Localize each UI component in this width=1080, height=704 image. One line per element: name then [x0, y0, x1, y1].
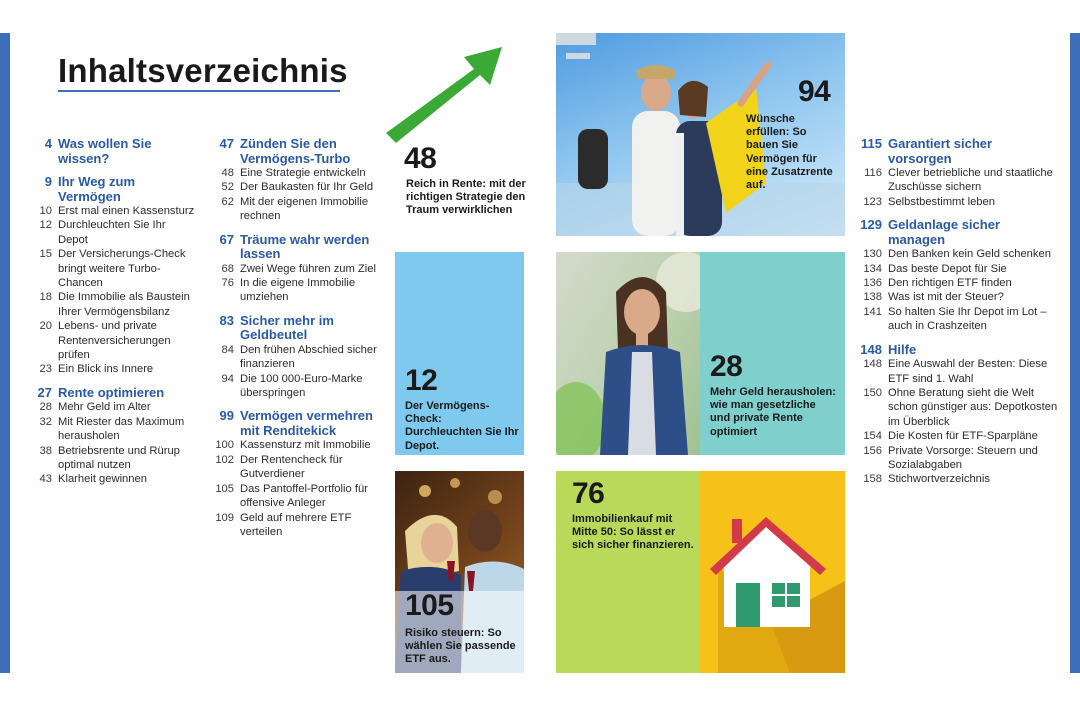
- toc-section-title: Hilfe: [888, 341, 917, 357]
- toc-entry-title: Den frühen Abschied sicher finanzieren: [240, 343, 377, 371]
- toc-entry-page: 154: [863, 430, 882, 443]
- toc-entry[interactable]: [858, 195, 1058, 209]
- toc-entry-title: Durchleuchten Sie Ihr Depot: [58, 219, 166, 246]
- toc-section: [858, 343, 1058, 487]
- toc-entry[interactable]: [210, 262, 380, 276]
- toc-entry[interactable]: [858, 247, 1058, 261]
- toc-entry-page: 62: [221, 195, 234, 208]
- page-title: Inhaltsverzeichnis: [58, 52, 348, 89]
- toc-section-page: 99: [219, 408, 234, 424]
- toc-entry-title: Die 100 000-Euro-Marke überspringen: [240, 372, 363, 400]
- toc-entry[interactable]: [858, 276, 1058, 290]
- toc-section-page: 129: [860, 217, 882, 233]
- toc-entry[interactable]: [858, 166, 1058, 195]
- toc-entry-title: Ohne Beratung sieht die Welt schon günstiger aus: Depotkosten im Überblick: [888, 386, 1058, 428]
- toc-entry[interactable]: [858, 386, 1058, 429]
- tile-105-photo[interactable]: [395, 471, 524, 673]
- toc-entry-page: 134: [863, 262, 882, 275]
- toc-entry-page: 15: [39, 248, 52, 261]
- toc-entry-page: 20: [39, 320, 52, 333]
- toc-entry-title: Mehr Geld im Alter: [58, 401, 151, 414]
- toc-entry-title: Klarheit gewinnen: [58, 473, 147, 486]
- tile-94-photo[interactable]: [556, 33, 845, 236]
- toc-entry-page: 84: [221, 343, 234, 356]
- toc-section-heading[interactable]: [858, 137, 1058, 166]
- toc-entry[interactable]: [210, 438, 380, 452]
- toc-entry-title: Das Pantoffel-Portfolio für offensive Anleger: [240, 482, 368, 510]
- toc-entry[interactable]: [858, 262, 1058, 276]
- toc-entry-page: 48: [221, 167, 234, 179]
- toc-section-heading[interactable]: [28, 137, 198, 166]
- toc-entry-title: Stichwortverzeichnis: [888, 473, 990, 486]
- toc-entry[interactable]: [858, 305, 1058, 334]
- toc-section: [28, 137, 198, 166]
- toc-entry-title: Betriebsrente und Rürup optimal nutzen: [58, 444, 180, 471]
- trend-up-arrow-icon: [380, 45, 510, 145]
- toc-entry-page: 12: [39, 219, 52, 232]
- woman-portrait-photo: [556, 252, 702, 455]
- toc-entry-page: 38: [39, 444, 52, 457]
- title-underline: [58, 90, 340, 92]
- toc-entry-title: Den richtigen ETF finden: [888, 277, 1012, 290]
- toc-entry-page: 105: [215, 482, 234, 495]
- tile-105-text: Risiko steuern: So wählen Sie passende ETF aus.: [405, 627, 516, 666]
- tile-76[interactable]: [556, 471, 702, 673]
- toc-section-title: Träume wahr werden lassen: [240, 231, 370, 262]
- toc-entry-page: 158: [863, 473, 882, 486]
- toc-section: [28, 386, 198, 487]
- toc-entry-page: 150: [863, 386, 882, 399]
- toc-entry-page: 141: [863, 305, 882, 318]
- toc-entry[interactable]: [210, 195, 380, 224]
- toc-entry-title: Private Vorsorge: Steuern und Sozialabgaben: [888, 444, 1038, 471]
- toc-section-title: Was wollen Sie wissen?: [58, 136, 152, 166]
- toc-entry-page: 123: [863, 195, 882, 208]
- tile-76-number: 76: [572, 477, 605, 510]
- toc-entry-page: 10: [39, 205, 52, 217]
- toc-entry-page: 156: [863, 444, 882, 457]
- toc-section-title: Rente optimieren: [58, 384, 165, 400]
- tile-94-text: Wünsche erfüllen: So bauen Sie Vermögen für eine Zusatzrente auf.: [746, 113, 833, 192]
- toc-entry-title: Den Banken kein Geld schenken: [888, 248, 1051, 261]
- tile-12[interactable]: [395, 252, 524, 455]
- toc-section-page: 47: [219, 136, 234, 151]
- toc-entry-page: 28: [39, 401, 52, 414]
- toc-entry-title: Zwei Wege führen zum Ziel: [240, 262, 376, 275]
- toc-entry[interactable]: [28, 218, 198, 247]
- toc-entry[interactable]: [28, 319, 198, 362]
- toc-section-page: 67: [219, 231, 234, 247]
- toc-entry[interactable]: [858, 444, 1058, 473]
- toc-entry-page: 32: [39, 415, 52, 428]
- toc-entry-title: Clever betriebliche und staatliche Zuschüsse sichern: [888, 167, 1053, 194]
- toc-entry-page: 116: [864, 167, 882, 179]
- tile-28[interactable]: [700, 252, 845, 455]
- toc-section-title: Zünden Sie den Vermögens-Turbo: [240, 136, 351, 166]
- toc-entry-title: Kassensturz mit Immobilie: [240, 439, 371, 452]
- toc-entry-title: Geld auf mehrere ETF verteilen: [240, 511, 352, 538]
- toc-entry-title: Ein Blick ins Innere: [58, 363, 154, 376]
- tile-12-number: 12: [405, 364, 438, 397]
- tile-76-text: Immobilienkauf mit Mitte 50: So lässt er sich sicher finanzieren.: [572, 513, 694, 552]
- toc-section: [858, 137, 1058, 209]
- toc-entry-page: 23: [39, 363, 52, 376]
- toc-entry[interactable]: [210, 482, 380, 511]
- tile-12-text: Der Vermögens-Check: Durchleuchten Sie Ihr Depot.: [405, 400, 519, 452]
- toc-entry-page: 100: [215, 439, 234, 452]
- toc-section-page: 4: [44, 136, 52, 151]
- toc-section-heading[interactable]: [210, 409, 380, 438]
- toc-section-page: 27: [37, 384, 52, 400]
- toc-entry-page: 52: [221, 181, 234, 194]
- toc-section: [210, 314, 380, 401]
- toc-entry[interactable]: [28, 400, 198, 414]
- tile-94-number: 94: [798, 75, 831, 108]
- toc-entry[interactable]: [210, 343, 380, 372]
- toc-entry[interactable]: [858, 472, 1058, 486]
- toc-section-page: 115: [861, 136, 882, 151]
- toc-entry-title: Eine Strategie entwickeln: [240, 167, 366, 179]
- tile-48-text: Reich in Rente: mit der richtigen Strategie den Traum verwirklichen: [406, 178, 526, 217]
- toc-entry[interactable]: [210, 276, 380, 305]
- toc-entry-title: Die Kosten für ETF-Sparpläne: [888, 430, 1038, 443]
- toc-section-heading[interactable]: [28, 386, 198, 401]
- toc-section: [210, 233, 380, 305]
- toc-entry-page: 94: [221, 372, 234, 385]
- tile-28-number: 28: [710, 350, 743, 383]
- toc-section: [858, 218, 1058, 333]
- toc-entry-title: So halten Sie Ihr Depot im Lot – auch in Crashzeiten: [888, 305, 1047, 333]
- toc-entry-page: 148: [863, 358, 882, 371]
- toc-entry[interactable]: [858, 290, 1058, 304]
- toc-entry[interactable]: [858, 429, 1058, 443]
- toc-section-title: Ihr Weg zum Vermögen: [58, 174, 136, 204]
- toc-entry-title: In die eigene Immobilie umziehen: [240, 277, 356, 304]
- tile-28-text: Mehr Geld herausholen: wie man gesetzliche und private Rente optimiert: [710, 386, 836, 438]
- toc-entry[interactable]: [210, 453, 380, 482]
- toc-entry[interactable]: [28, 444, 198, 473]
- left-edge-bar: [0, 33, 10, 673]
- toc-entry-title: Erst mal einen Kassensturz: [58, 205, 195, 217]
- right-edge-bar: [1070, 33, 1080, 673]
- toc-entry-page: 68: [221, 262, 234, 275]
- toc-entry[interactable]: [210, 511, 380, 540]
- toc-entry-title: Was ist mit der Steuer?: [888, 291, 1004, 304]
- toc-entry-page: 109: [215, 511, 234, 524]
- toc-entry[interactable]: [28, 415, 198, 444]
- toc-entry[interactable]: [210, 166, 380, 180]
- toc-entry-title: Eine Auswahl der Besten: Diese ETF sind 1. Wahl: [888, 358, 1048, 385]
- toc-section-page: 83: [219, 312, 234, 328]
- toc-section-title: Sicher mehr im Geldbeutel: [240, 312, 334, 343]
- toc-entry-title: Mit der eigenen Immobilie rechnen: [240, 195, 369, 223]
- house-icon: [700, 471, 845, 673]
- toc-entry[interactable]: [210, 372, 380, 401]
- toc-entry-title: Der Rentencheck für Gutverdiener: [240, 453, 343, 481]
- toc-entry[interactable]: [28, 247, 198, 290]
- toc-entry[interactable]: [210, 180, 380, 194]
- toc-entry[interactable]: [858, 357, 1058, 386]
- toc-entry[interactable]: [28, 204, 198, 218]
- toc-entry[interactable]: [28, 290, 198, 319]
- toc-section: [210, 409, 380, 539]
- toc-entry-page: 130: [863, 248, 882, 261]
- house-tile: [700, 471, 845, 673]
- toc-entry-page: 76: [221, 277, 234, 290]
- toc-entry-title: Mit Riester das Maximum herausholen: [58, 415, 185, 443]
- toc-entry-title: Das beste Depot für Sie: [888, 262, 1007, 275]
- toc-entry[interactable]: [28, 362, 198, 376]
- toc-entry-title: Der Versicherungs-Check bringt weitere Turbo-Chancen: [58, 248, 186, 290]
- tile-48[interactable]: [398, 140, 528, 240]
- toc-column-2: [210, 137, 380, 548]
- toc-entry-title: Die Immobilie als Baustein Ihrer Vermögensbilanz: [58, 291, 190, 318]
- toc-section-heading[interactable]: [858, 218, 1058, 247]
- toc-section-heading[interactable]: [210, 137, 380, 166]
- toc-entry-page: 18: [39, 291, 52, 304]
- toc-section-heading[interactable]: [210, 233, 380, 262]
- toc-section-page: 9: [44, 174, 52, 189]
- toc-section-title: Vermögen vermehren mit Renditekick: [240, 408, 373, 438]
- toc-section: [28, 175, 198, 377]
- toc-entry-page: 43: [39, 473, 52, 486]
- toc-section-heading[interactable]: [28, 175, 198, 204]
- toc-section-heading[interactable]: [210, 314, 380, 343]
- toc-section-heading[interactable]: [858, 343, 1058, 358]
- toc-column-1: [28, 137, 198, 496]
- toc-entry-page: 136: [863, 277, 882, 290]
- toc-entry-title: Selbstbestimmt leben: [888, 195, 995, 208]
- tile-105-number: 105: [405, 589, 454, 622]
- toc-section: [210, 137, 380, 224]
- toc-entry-page: 102: [215, 453, 234, 466]
- toc-section-title: Geldanlage sicher managen: [888, 217, 1000, 247]
- toc-entry-title: Lebens- und private Rentenversicherungen prüfen: [58, 320, 171, 362]
- toc-entry-page: 138: [863, 291, 882, 304]
- toc-column-3: [858, 137, 1058, 496]
- toc-entry-title: Der Baukasten für Ihr Geld: [240, 181, 374, 194]
- tile-48-number: 48: [404, 142, 437, 175]
- toc-section-title: Garantiert sicher vorsorgen: [888, 136, 993, 166]
- toc-section-page: 148: [860, 341, 882, 357]
- toc-entry[interactable]: [28, 472, 198, 486]
- tile-28-photo[interactable]: [556, 252, 702, 455]
